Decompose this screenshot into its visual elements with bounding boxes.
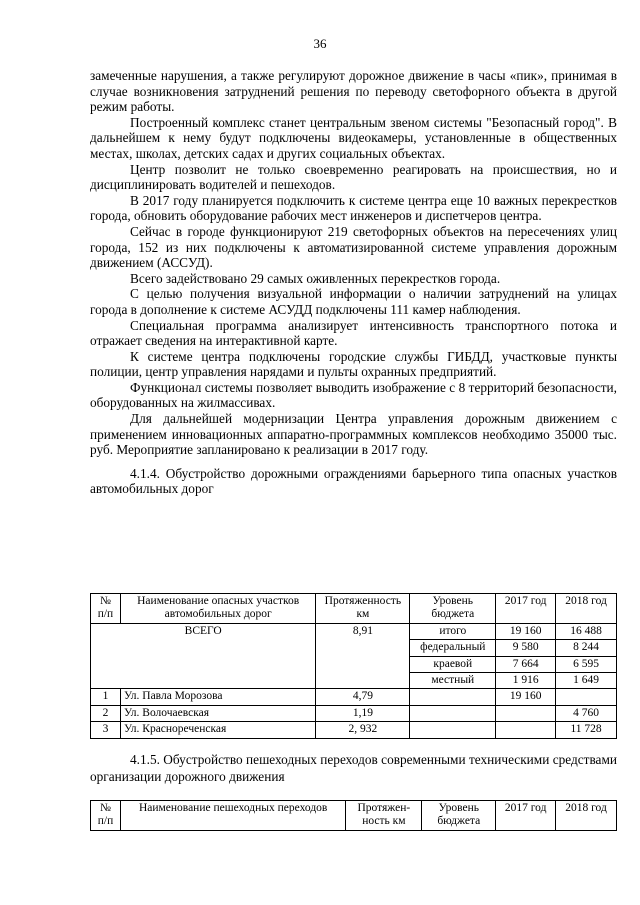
row-2017: 19 160 [496, 689, 556, 705]
table-row [91, 689, 617, 705]
paragraph: замеченные нарушения, а также регулируют дорожное движение в часы «пик», принимая в случае возникновения затруднений решения по переводу светофорного объекта в другой режим работы. [90, 68, 617, 115]
paragraph: В 2017 году планируется подключить к системе центра еще 10 важных перекрестков города, обновить оборудование рабочих мест инженеров и диспетчеров центра. [90, 192, 617, 224]
paragraph: Сейчас в городе функционируют 219 светофорных объектов на пересечениях улиц города, 152 из них подключены к автоматизированной системе управления дорожным движением (АССУД). [90, 223, 617, 271]
paragraph: Функционал системы позволяет выводить изображение с 8 территорий безопасности, оборудованных на жилмассивах. [90, 379, 617, 411]
header-name: Наименование пешеходных переходов [120, 801, 345, 831]
section-2-heading [90, 751, 617, 785]
crossings-table [90, 800, 617, 831]
row-num: 3 [91, 722, 121, 738]
budget-2018: 1 649 [556, 673, 617, 689]
header-num: № п/п [91, 801, 121, 831]
row-2017 [496, 722, 556, 738]
paragraph: К системе центра подключены городские службы ГИБДД, участковые пункты полиции, центр управления нарядами и пульты охранных предприятий. [90, 348, 617, 380]
header-2018: 2018 год [556, 594, 617, 624]
row-2017 [496, 705, 556, 721]
paragraph: С целью получения визуальной информации о наличии затруднений на улицах города в дополнение к системе АСУДД подключены 111 камер наблюдения. [90, 286, 617, 317]
page-number: 36 [313, 36, 327, 51]
header-length: Протяжен-ность км [346, 801, 422, 831]
header-length: Протяженность км [316, 594, 410, 624]
row-budget [410, 705, 496, 721]
body-text [90, 68, 617, 497]
budget-2017: 1 916 [496, 673, 556, 689]
paragraph: Построенный комплекс станет центральным звеном системы "Безопасный город". В дальнейшем к нему будут подключены видеокамеры, установленные в общественных местах, школах, детских садах и других социальных объектах. [90, 114, 617, 161]
row-budget [410, 689, 496, 705]
section-title-barriers: 4.1.4. Обустройство дорожными ограждениями барьерного типа опасных участков автомобильных дорог [90, 465, 617, 497]
table-row [91, 705, 617, 721]
table-row [91, 623, 617, 639]
header-2018: 2018 год [556, 801, 617, 831]
budget-level: краевой [410, 656, 496, 672]
budget-level: местный [410, 673, 496, 689]
row-name: Ул. Волочаевская [120, 705, 315, 721]
row-budget [410, 722, 496, 738]
table-row [91, 722, 617, 738]
barriers-table [90, 593, 617, 739]
header-budget: Уровень бюджета [422, 801, 496, 831]
row-length: 2, 932 [316, 722, 410, 738]
header-num: № п/п [91, 594, 121, 624]
budget-2018: 6 595 [556, 656, 617, 672]
row-2018 [556, 689, 617, 705]
paragraph: Для дальнейшей модернизации Центра управления дорожным движением с применением инновационных аппаратно-программных комплексов необходимо 35000 тыс. руб. Мероприятие запланировано к реализации в 2017 году. [90, 411, 617, 458]
row-num: 2 [91, 705, 121, 721]
paragraph: Центр позволит не только своевременно реагировать на происшествия, но и дисциплинировать водителей и пешеходов. [90, 161, 617, 193]
row-2018: 11 728 [556, 722, 617, 738]
table-header-row [91, 594, 617, 624]
table-header-row [91, 801, 617, 831]
budget-2017: 19 160 [496, 623, 556, 639]
header-2017: 2017 год [496, 594, 556, 624]
total-label: ВСЕГО [91, 623, 316, 689]
budget-2017: 7 664 [496, 656, 556, 672]
row-length: 1,19 [316, 705, 410, 721]
budget-level: итого [410, 623, 496, 639]
paragraph: Специальная программа анализирует интенсивность транспортного потока и отражает сведения на интерактивной карте. [90, 317, 617, 349]
row-num: 1 [91, 689, 121, 705]
total-length: 8,91 [316, 623, 410, 689]
row-name: Ул. Павла Морозова [120, 689, 315, 705]
section-title-crossings: 4.1.5. Обустройство пешеходных переходов современными техническими средствами организации дорожного движения [90, 752, 617, 784]
paragraph: Всего задействовано 29 самых оживленных перекрестков города. [130, 270, 501, 286]
header-budget: Уровень бюджета [410, 594, 496, 624]
budget-level: федеральный [410, 640, 496, 656]
budget-2018: 16 488 [556, 623, 617, 639]
row-name: Ул. Краснореченская [120, 722, 315, 738]
budget-2017: 9 580 [496, 640, 556, 656]
budget-2018: 8 244 [556, 640, 617, 656]
header-name: Наименование опасных участков автомобильных дорог [120, 594, 315, 624]
header-2017: 2017 год [496, 801, 556, 831]
row-2018: 4 760 [556, 705, 617, 721]
row-length: 4,79 [316, 689, 410, 705]
